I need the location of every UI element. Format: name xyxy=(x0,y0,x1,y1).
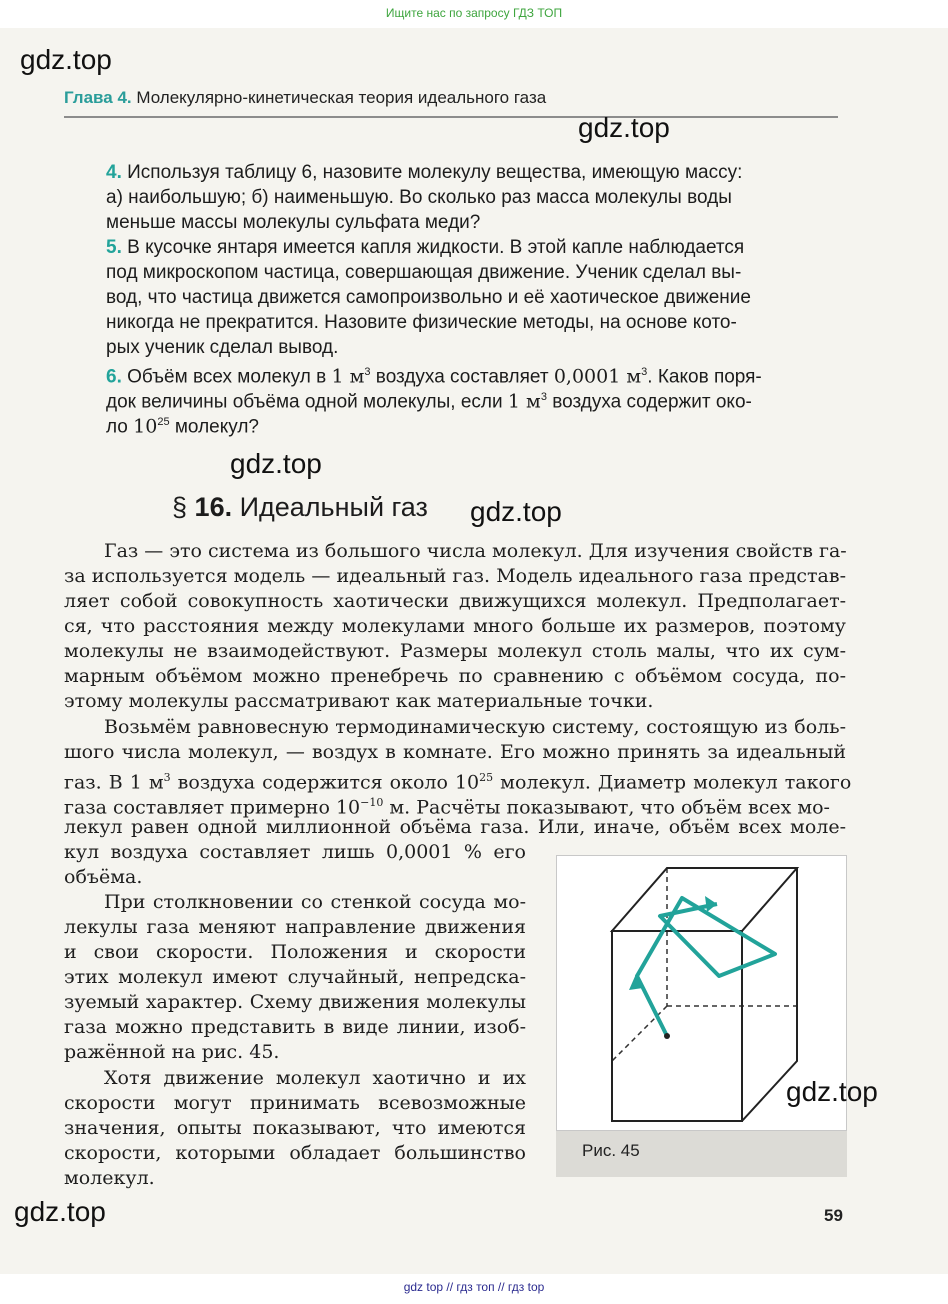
question-line: никогда не прекратится. Назовите физические методы, на основе кото- xyxy=(106,312,737,333)
paragraph-line: лекул равен одной миллионной объёма газа. Или, иначе, объём всех моле- xyxy=(64,816,846,838)
question-line: док величины объёма одной молекулы, если 1 $м^3$ воздуха содержит око- xyxy=(106,390,752,413)
question-line: вод, что частица движется самопроизвольно и её хаотическое движение xyxy=(106,287,751,308)
paragraph-line: Газ — это система из большого числа молекул. Для изучения свойств га- xyxy=(104,540,847,562)
watermark: gdz.top xyxy=(14,1196,106,1227)
paragraph-line: шого числа молекул, — воздух в комнате. Его можно принять за идеальный xyxy=(64,741,846,763)
paragraph-line: и свои скорости. Положения и скорости xyxy=(64,941,526,963)
question-line: а) наибольшую; б) наименьшую. Во сколько раз масса молекулы воды xyxy=(106,187,732,208)
chapter-title: Молекулярно-кинетическая теория идеального газа xyxy=(136,88,547,107)
figure-45 xyxy=(556,855,847,1177)
paragraph-line: этому молекулы рассматривают как материальные точки. xyxy=(64,690,654,712)
chapter-divider xyxy=(64,116,838,118)
paragraph-line: скорости могут принимать всевозможные xyxy=(64,1092,526,1114)
watermark: gdz.top xyxy=(470,496,562,527)
section-number: 16. xyxy=(194,492,233,522)
question-line: рых ученик сделал вывод. xyxy=(106,337,339,358)
question-6: 6. Объём всех молекул в 1 $м^3$ воздуха составляет 0,0001 $м^3$. Каков поря- xyxy=(106,365,762,388)
paragraph-line: газа можно представить в виде линии, изоб- xyxy=(64,1016,526,1038)
paragraph-line: газа составляет примерно $10^{-10}$ м. Расчёты показывают, что объём всех мо- xyxy=(64,796,830,819)
cube-front-face xyxy=(612,931,742,1121)
watermark: gdz.top xyxy=(20,44,112,75)
section-heading: Идеальный газ xyxy=(239,492,428,522)
paragraph-line: марным объёмом можно пренебречь по сравнению с объёмом сосуда, по- xyxy=(64,665,846,687)
paragraph-line: скорости, которыми обладает большинство xyxy=(64,1142,526,1164)
arrow-head-icon xyxy=(705,896,717,912)
paragraph-line: значения, опыты показывают, что имеются xyxy=(64,1117,526,1139)
molecule-start-point xyxy=(664,1033,670,1039)
figure-caption: Рис. 45 xyxy=(582,1141,640,1160)
bottom-banner: gdz top // гдз топ // гдз top xyxy=(403,1280,545,1294)
paragraph-line: ся, что расстояния между молекулами много больше их размеров, поэтому xyxy=(64,615,846,637)
watermark: gdz.top xyxy=(230,448,322,479)
paragraph-line: ляет собой совокупность хаотически движущихся молекул. Предполагает- xyxy=(64,590,846,612)
question-line: под микроскопом частица, совершающая движение. Ученик сделал вы- xyxy=(106,262,742,283)
question-number: 5. xyxy=(106,237,122,258)
paragraph-line: кул воздуха составляет лишь 0,0001 % его xyxy=(64,841,526,863)
question-5: 5. В кусочке янтаря имеется капля жидкости. В этой капле наблюдается xyxy=(106,237,745,258)
section-symbol: § xyxy=(172,492,188,522)
question-number: 4. xyxy=(106,162,122,183)
chapter-header xyxy=(64,88,546,108)
paragraph-line: газ. В 1 $м^3$ воздуха содержится около $10^{25}$ молекул. Диаметр молекул такого xyxy=(64,771,852,794)
watermark: gdz.top xyxy=(786,1076,878,1107)
page-number: 59 xyxy=(824,1206,843,1225)
paragraph-line: При столкновении со стенкой сосуда мо- xyxy=(104,891,526,913)
question-line: ло $10^{25}$ молекул? xyxy=(106,415,259,438)
section-title xyxy=(172,492,428,523)
paragraph-line: этих молекул имеют случайный, непредска- xyxy=(64,966,526,988)
watermark: gdz.top xyxy=(578,112,670,143)
paragraph-line: молекул. xyxy=(64,1167,155,1189)
paragraph-line: Возьмём равновесную термодинамическую систему, состоящую из боль- xyxy=(104,716,846,738)
chapter-label: Глава 4. xyxy=(64,88,132,107)
question-4: 4. Используя таблицу 6, назовите молекулу вещества, имеющую массу: xyxy=(106,162,743,183)
paragraph-line: Хотя движение молекул хаотично и их xyxy=(104,1067,526,1089)
cube-top-face xyxy=(612,868,797,931)
top-banner: Ищите нас по запросу ГДЗ ТОП xyxy=(385,6,563,20)
paragraph-line: ражённой на рис. 45. xyxy=(64,1041,280,1063)
paragraph-line: молекулы не взаимодействуют. Размеры молекул столь малы, что их сум- xyxy=(64,640,846,662)
paragraph-line: за используется модель — идеальный газ. Модель идеального газа представ- xyxy=(64,565,846,587)
cube-hidden-edge xyxy=(612,1006,667,1061)
paragraph-line: объёма. xyxy=(64,866,143,888)
molecule-trajectory xyxy=(637,898,775,1036)
question-number: 6. xyxy=(106,366,122,388)
question-line: меньше массы молекулы сульфата меди? xyxy=(106,212,481,233)
paragraph-line: лекулы газа меняют направление движения xyxy=(64,916,526,938)
paragraph-line: зуемый характер. Схему движения молекулы xyxy=(64,991,526,1013)
